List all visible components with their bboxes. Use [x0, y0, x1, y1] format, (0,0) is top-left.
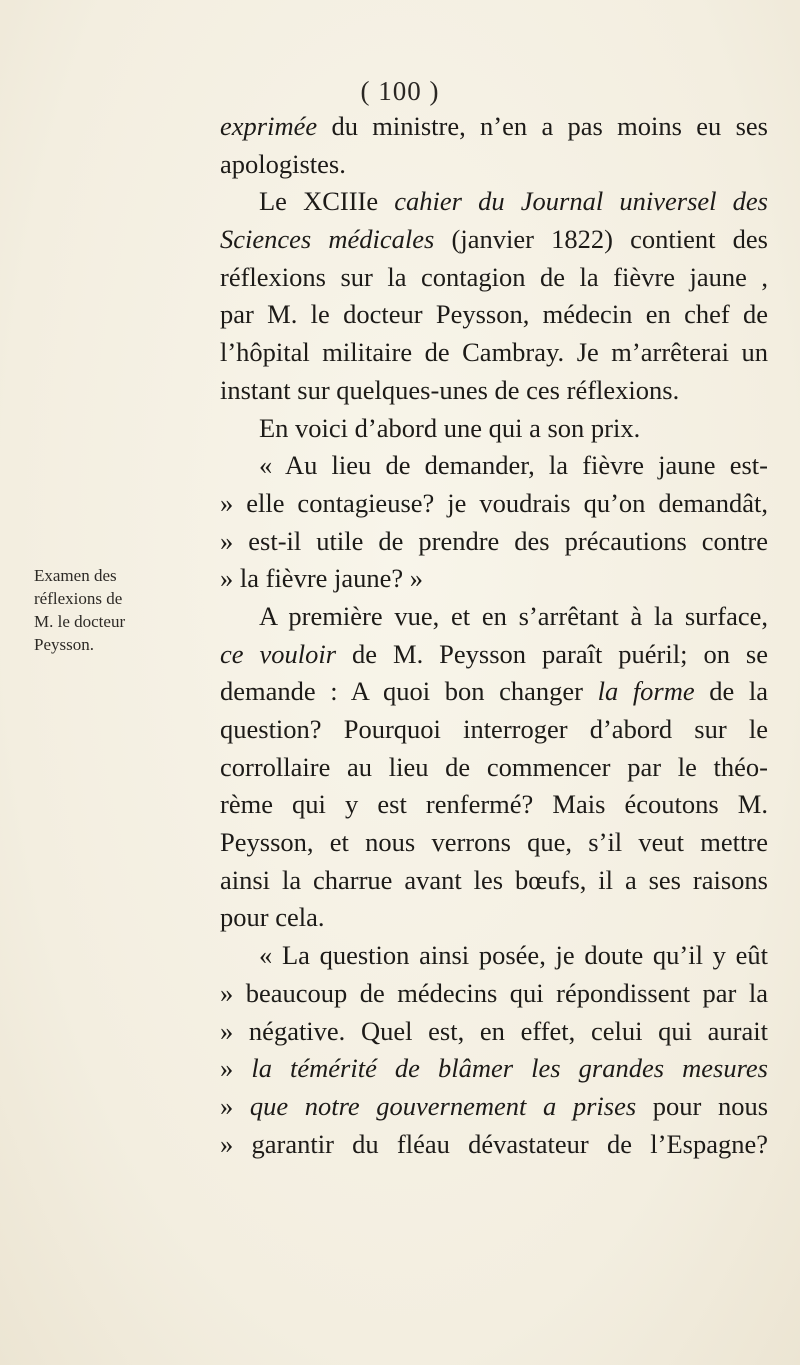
- margin-note-line: Peysson.: [34, 635, 94, 654]
- text-line: « Au lieu de demander, la fièvre jaune est-: [259, 450, 768, 481]
- text-line: Peysson, et nous verrons que, s’il veut mettre: [220, 827, 768, 858]
- text-line: » négative. Quel est, en effet, celui qui aurait: [220, 1015, 768, 1046]
- text-line: » est-il utile de prendre des précautions contre: [220, 525, 768, 556]
- text-line: Sciences médicales (janvier 1822) contient des: [220, 224, 768, 255]
- text-line: » beaucoup de médecins qui répondissent par la: [220, 977, 768, 1008]
- text-line: demande : A quoi bon changer la forme de la: [220, 676, 768, 707]
- text-line: exprimée du ministre, n’en a pas moins eu ses: [220, 111, 768, 141]
- text-line: » que notre gouvernement a prises pour nous: [220, 1090, 769, 1121]
- text-line: pour cela.: [220, 902, 325, 933]
- text-line: rème qui y est renfermé? Mais écoutons M.: [220, 789, 768, 820]
- page-number: ( 100 ): [360, 76, 440, 106]
- text-line: « La question ainsi posée, je doute qu’il y eût: [259, 940, 768, 971]
- margin-note-line: réflexions de: [34, 589, 123, 608]
- text-line: » garantir du fléau dévastateur de l’Espagne?: [220, 1128, 768, 1159]
- text-line: A première vue, et en s’arrêtant à la surface,: [259, 600, 768, 631]
- text-line: Le XCIIIe cahier du Journal universel des: [259, 186, 768, 217]
- text-line: En voici d’abord une qui a son prix.: [259, 412, 641, 443]
- margin-note: [34, 564, 194, 656]
- text-line: ce vouloir de M. Peysson paraît puéril; on se: [220, 638, 768, 669]
- text-line: l’hôpital militaire de Cambray. Je m’arrêterai un: [220, 337, 768, 368]
- text-line: réflexions sur la contagion de la fièvre jaune ,: [220, 261, 768, 292]
- text-line: instant sur quelques-unes de ces réflexions.: [220, 374, 680, 405]
- text-line: corrollaire au lieu de commencer par le théo-: [220, 751, 768, 782]
- text-line: par M. le docteur Peysson, médecin en chef de: [220, 299, 768, 330]
- text-line: » la témérité de blâmer les grandes mesures: [220, 1053, 768, 1084]
- margin-note-line: Examen des: [34, 566, 117, 585]
- text-line: » elle contagieuse? je voudrais qu’on demandât,: [220, 487, 768, 518]
- text-line: ainsi la charrue avant les bœufs, il a ses raisons: [220, 864, 768, 895]
- text-line: » la fièvre jaune? »: [220, 563, 424, 594]
- margin-note-line: M. le docteur: [34, 612, 126, 631]
- body-text: [220, 108, 768, 1163]
- text-line: apologistes.: [220, 148, 346, 179]
- text-line: question? Pourquoi interroger d’abord sur le: [220, 714, 768, 744]
